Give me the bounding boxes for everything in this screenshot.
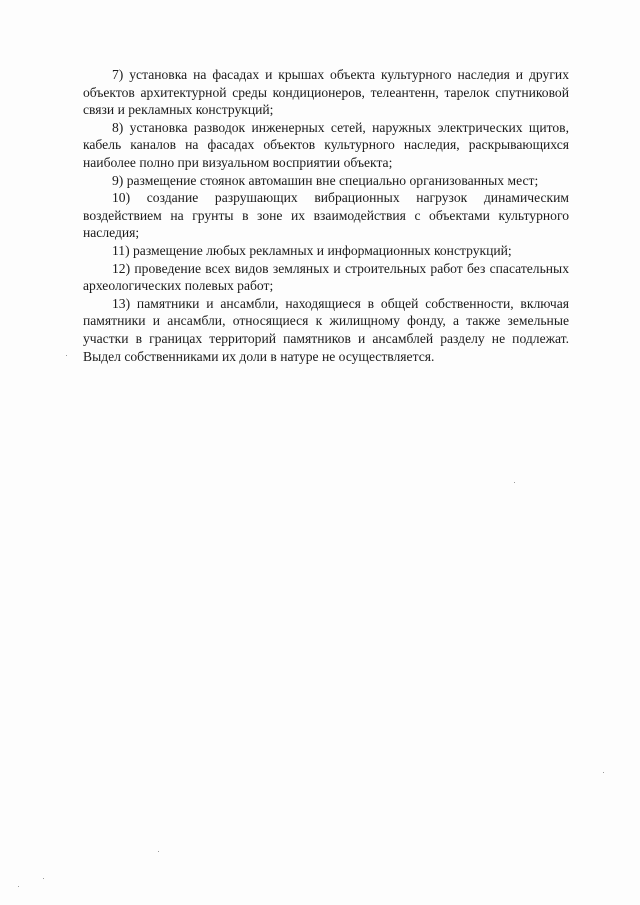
list-item-7: 7) установка на фасадах и крышах объекта культурного наследия и других объектов архитектурной среды кондиционеров, телеантенн, тарелок спутниковой связи и рекламных конструкций;	[83, 67, 569, 118]
list-item-13: 13) памятники и ансамбли, находящиеся в общей собственности, включая памятники и ансамбли, относящиеся к жилищному фонду, а также земельные участки в границах территорий памятников и ансамблей разделу не подлежат. Выдел собственниками их доли в натуре не осуществляется.	[83, 295, 569, 364]
list-item-9: 9) размещение стоянок автомашин вне специально организованных мест;	[112, 172, 539, 188]
list-item-12: 12) проведение всех видов земляных и строительных работ без спасательных археологических полевых работ;	[83, 260, 569, 294]
list-item-10: 10) создание разрушающих вибрационных нагрузок динамическим воздействием на грунты в зоне их взаимодействия с объектами культурного наследия;	[83, 190, 569, 241]
scan-speck	[66, 355, 67, 356]
list-item-8: 8) установка разводок инженерных сетей, наружных электрических щитов, кабель каналов на фасадах объектов культурного наследия, раскрывающихся наиболее полно при визуальном восприятии объекта;	[83, 119, 569, 170]
scan-speck	[43, 878, 44, 879]
scan-speck	[158, 851, 159, 852]
scan-speck	[18, 886, 19, 887]
scan-speck	[514, 482, 515, 483]
list-item-11: 11) размещение любых рекламных и информационных конструкций;	[112, 242, 512, 258]
scan-speck	[603, 772, 604, 773]
document-body	[83, 66, 569, 365]
